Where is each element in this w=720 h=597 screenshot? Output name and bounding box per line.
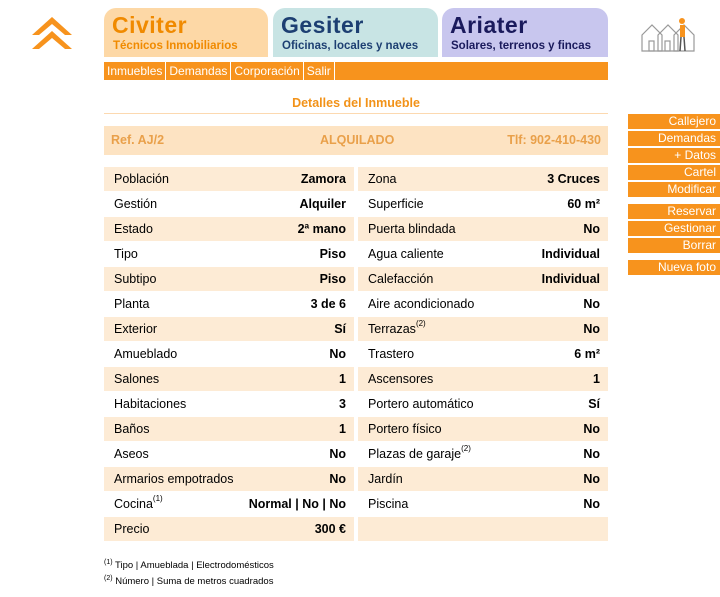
detail-label-text: Puerta blindada bbox=[368, 222, 456, 236]
left-detail-cell bbox=[104, 292, 354, 316]
menu-item-demandas[interactable]: Demandas bbox=[166, 62, 231, 80]
detail-label-text: Calefacción bbox=[368, 272, 434, 286]
detail-value: No bbox=[583, 497, 600, 511]
right-detail-cell bbox=[358, 517, 608, 541]
gestionar-button[interactable]: Gestionar bbox=[628, 221, 720, 236]
detail-label bbox=[368, 417, 442, 441]
right-detail-cell bbox=[358, 192, 608, 216]
detail-label bbox=[114, 367, 159, 391]
detail-label bbox=[114, 267, 156, 291]
detail-value: No bbox=[583, 422, 600, 436]
detail-row bbox=[104, 467, 608, 492]
footnote-2 bbox=[104, 575, 273, 587]
left-detail-cell bbox=[104, 367, 354, 391]
tab-ariater[interactable] bbox=[442, 8, 608, 57]
menu-item-salir[interactable]: Salir bbox=[304, 62, 335, 80]
detail-value: Piso bbox=[319, 247, 346, 261]
main-menu bbox=[104, 62, 608, 80]
detail-label bbox=[114, 192, 157, 216]
detail-label bbox=[114, 317, 157, 341]
detail-row bbox=[104, 442, 608, 467]
detail-value: Alquiler bbox=[299, 197, 346, 211]
footnote-text: Tipo | Amueblada | Electrodomésticos bbox=[115, 560, 274, 572]
right-detail-cell bbox=[358, 392, 608, 416]
footnote-ref: (1) bbox=[152, 494, 163, 503]
detail-label-text: Baños bbox=[114, 422, 150, 436]
detail-label-text: Superficie bbox=[368, 197, 424, 211]
logo-chevron-icon[interactable] bbox=[32, 17, 72, 51]
detail-value: Normal | No | No bbox=[248, 497, 346, 511]
tab-subtitle: Solares, terrenos y fincas bbox=[451, 40, 591, 52]
right-detail-cell bbox=[358, 292, 608, 316]
detail-label-text: Planta bbox=[114, 297, 150, 311]
callejero-button[interactable]: Callejero bbox=[628, 114, 720, 129]
detail-label bbox=[368, 392, 474, 416]
detail-value: 1 bbox=[593, 372, 600, 386]
reference-code: Ref. AJ/2 bbox=[111, 133, 165, 147]
page-title: Detalles del Inmueble bbox=[292, 96, 420, 110]
cartel-button[interactable]: Cartel bbox=[628, 165, 720, 180]
detail-label-text: Trastero bbox=[368, 347, 415, 361]
reservar-button[interactable]: Reservar bbox=[628, 204, 720, 219]
detail-label-text: Exterior bbox=[114, 322, 158, 336]
detail-row bbox=[104, 192, 608, 217]
borrar-button[interactable]: Borrar bbox=[628, 238, 720, 253]
detail-label-text: Armarios empotrados bbox=[114, 472, 234, 486]
tab-subtitle: Oficinas, locales y naves bbox=[282, 40, 419, 52]
detail-label-text: Plazas de garaje bbox=[368, 447, 462, 461]
detail-label-text: Estado bbox=[114, 222, 153, 236]
detail-value: 3 Cruces bbox=[547, 172, 600, 186]
left-detail-cell bbox=[104, 467, 354, 491]
detail-label bbox=[114, 517, 149, 541]
left-detail-cell bbox=[104, 217, 354, 241]
right-detail-cell bbox=[358, 342, 608, 366]
detail-value: Individual bbox=[541, 247, 600, 261]
left-detail-cell bbox=[104, 342, 354, 366]
right-detail-cell bbox=[358, 442, 608, 466]
detail-label-text: Jardín bbox=[368, 472, 403, 486]
detail-row bbox=[104, 417, 608, 442]
detail-value: No bbox=[583, 322, 600, 336]
detail-label-text: Aseos bbox=[114, 447, 149, 461]
left-detail-cell bbox=[104, 317, 354, 341]
right-detail-cell bbox=[358, 317, 608, 341]
left-detail-cell bbox=[104, 192, 354, 216]
detail-label-text: Precio bbox=[114, 522, 150, 536]
detail-value: Zamora bbox=[300, 172, 346, 186]
menu-item-inmuebles[interactable]: Inmuebles bbox=[104, 62, 166, 80]
detail-label bbox=[368, 317, 426, 341]
houses-person-icon bbox=[640, 15, 700, 55]
left-detail-cell bbox=[104, 417, 354, 441]
detail-label bbox=[368, 442, 471, 466]
detail-value: 300 € bbox=[314, 522, 346, 536]
detail-value: No bbox=[329, 472, 346, 486]
detail-label-text: Cocina bbox=[114, 497, 153, 511]
footnote-mark: (2) bbox=[104, 575, 113, 582]
detail-value: 1 bbox=[339, 372, 346, 386]
footnote-mark: (1) bbox=[104, 559, 113, 566]
detail-label-text: Portero automático bbox=[368, 397, 474, 411]
detail-label bbox=[368, 492, 408, 516]
right-detail-cell bbox=[358, 467, 608, 491]
detail-label bbox=[368, 192, 424, 216]
detail-label-text: Población bbox=[114, 172, 169, 186]
right-detail-cell bbox=[358, 367, 608, 391]
detail-label bbox=[114, 217, 153, 241]
detail-value: No bbox=[583, 222, 600, 236]
detail-label-text: Piscina bbox=[368, 497, 409, 511]
detail-value: Sí bbox=[588, 397, 600, 411]
detail-label bbox=[114, 342, 177, 366]
left-detail-cell bbox=[104, 517, 354, 541]
detail-row bbox=[104, 267, 608, 292]
tab-title: Gesiter bbox=[281, 12, 364, 38]
detail-row bbox=[104, 517, 608, 542]
detail-label-text: Terrazas bbox=[368, 322, 416, 336]
tab-civiter[interactable] bbox=[104, 8, 268, 57]
detail-label bbox=[114, 392, 186, 416]
detail-label-text: Gestión bbox=[114, 197, 158, 211]
detail-value: No bbox=[329, 447, 346, 461]
demandas-button[interactable]: Demandas bbox=[628, 131, 720, 146]
detail-label bbox=[368, 217, 456, 241]
left-detail-cell bbox=[104, 492, 354, 516]
detail-label bbox=[368, 467, 403, 491]
detail-label bbox=[368, 367, 433, 391]
detail-value: No bbox=[583, 447, 600, 461]
detail-label bbox=[114, 467, 234, 491]
right-detail-cell bbox=[358, 417, 608, 441]
detail-value: No bbox=[329, 347, 346, 361]
detail-value: No bbox=[583, 472, 600, 486]
detail-value: 2ª mano bbox=[297, 222, 346, 236]
left-detail-cell bbox=[104, 167, 354, 191]
detail-row bbox=[104, 317, 608, 342]
detail-label bbox=[114, 292, 149, 316]
detail-label bbox=[368, 342, 414, 366]
footnote-1 bbox=[104, 559, 274, 571]
left-detail-cell bbox=[104, 267, 354, 291]
detail-value: No bbox=[583, 297, 600, 311]
status-label: ALQUILADO bbox=[320, 133, 395, 147]
footnote-ref: (2) bbox=[415, 319, 426, 328]
left-detail-cell bbox=[104, 392, 354, 416]
detail-label bbox=[368, 292, 474, 316]
tab-subtitle: Técnicos Inmobiliarios bbox=[113, 40, 238, 52]
right-detail-cell bbox=[358, 167, 608, 191]
reference-bar bbox=[104, 126, 608, 155]
mas-datos-button[interactable]: + Datos bbox=[628, 148, 720, 163]
detail-label bbox=[368, 167, 397, 191]
right-detail-cell bbox=[358, 217, 608, 241]
menu-item-corporacion[interactable]: Corporación bbox=[231, 62, 303, 80]
nueva-foto-button[interactable]: Nueva foto bbox=[628, 260, 720, 275]
detail-value: 3 de 6 bbox=[310, 297, 346, 311]
detail-label-text: Aire acondicionado bbox=[368, 297, 475, 311]
right-detail-cell bbox=[358, 242, 608, 266]
detail-label-text: Portero físico bbox=[368, 422, 442, 436]
detail-row bbox=[104, 492, 608, 517]
detail-label-text: Ascensores bbox=[368, 372, 434, 386]
detail-row bbox=[104, 292, 608, 317]
phone-number: Tlf: 902-410-430 bbox=[507, 133, 601, 147]
detail-label bbox=[114, 242, 138, 266]
detail-value: Individual bbox=[541, 272, 600, 286]
tab-title: Ariater bbox=[450, 12, 528, 38]
detail-value: 60 m² bbox=[567, 197, 600, 211]
tab-title: Civiter bbox=[112, 12, 188, 38]
detail-row bbox=[104, 342, 608, 367]
left-detail-cell bbox=[104, 442, 354, 466]
detail-label-text: Amueblado bbox=[114, 347, 178, 361]
footnote-text: Número | Suma de metros cuadrados bbox=[115, 576, 274, 588]
right-detail-cell bbox=[358, 492, 608, 516]
detail-value: Piso bbox=[319, 272, 346, 286]
detail-label bbox=[114, 417, 149, 441]
detail-label-text: Subtipo bbox=[114, 272, 157, 286]
detail-row bbox=[104, 392, 608, 417]
detail-label bbox=[114, 442, 149, 466]
detail-label bbox=[368, 267, 433, 291]
detail-row bbox=[104, 242, 608, 267]
detail-value: 1 bbox=[339, 422, 346, 436]
detail-row bbox=[104, 217, 608, 242]
tab-gesiter[interactable] bbox=[273, 8, 438, 57]
footnote-ref: (2) bbox=[461, 444, 471, 453]
title-divider bbox=[104, 113, 608, 114]
detail-value: 3 bbox=[339, 397, 346, 411]
detail-value: Sí bbox=[334, 322, 346, 336]
detail-label bbox=[368, 242, 444, 266]
modificar-button[interactable]: Modificar bbox=[628, 182, 720, 197]
left-detail-cell bbox=[104, 242, 354, 266]
detail-row bbox=[104, 167, 608, 192]
detail-row bbox=[104, 367, 608, 392]
detail-label-text: Salones bbox=[114, 372, 160, 386]
detail-label bbox=[114, 167, 169, 191]
detail-label-text: Zona bbox=[368, 172, 397, 186]
detail-label-text: Habitaciones bbox=[114, 397, 187, 411]
detail-label-text: Agua caliente bbox=[368, 247, 444, 261]
right-detail-cell bbox=[358, 267, 608, 291]
detail-label bbox=[114, 492, 163, 516]
detail-value: 6 m² bbox=[574, 347, 600, 361]
detail-label-text: Tipo bbox=[114, 247, 138, 261]
